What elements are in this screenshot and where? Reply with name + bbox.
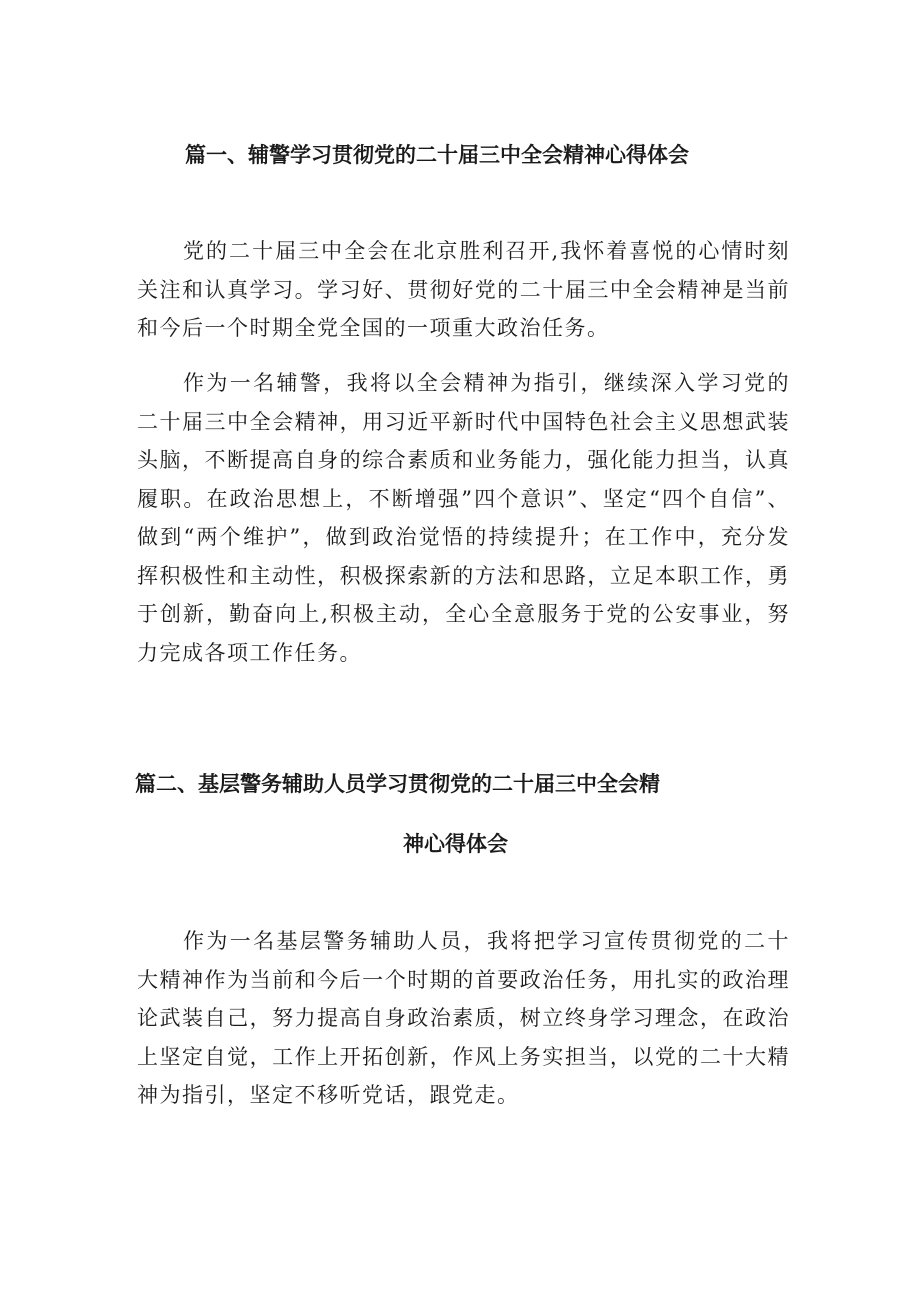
article-1-paragraph-2: 作为一名辅警，我将以全会精神为指引，继续深入学习党的二十届三中全会精神，用习近平新时代中国特色社会主义思想武装头脑，不断提高自身的综合素质和业务能力，强化能力担当，认真履职。在政治思想上，不断增强”四个意识”、坚定“四个自信”、做到“两个维护”，做到政治觉悟的持续提升；在工作中，充分发挥积极性和主动性，积极探索新的方法和思路，立足本职工作，勇于创新，勤奋向上,积极主动，全心全意服务于党的公安事业，努力完成各项工作任务。	[137, 371, 790, 665]
article-2-title-line-2: 神心得体会	[403, 832, 508, 856]
article-1-title: 篇一、辅警学习贯彻党的二十届三中全会精神心得体会	[185, 143, 689, 167]
article-2-title-line-1: 篇二、基层警务辅助人员学习贯彻党的二十届三中全会精	[135, 772, 660, 796]
article-2-paragraph-1: 作为一名基层警务辅助人员，我将把学习宣传贯彻党的二十大精神作为当前和今后一个时期的首要政治任务，用扎实的政治理论武装自己，努力提高自身政治素质，树立终身学习理念，在政治上坚定自觉，工作上开拓创新，作风上务实担当，以党的二十大精神为指引，坚定不移听党话，跟党走。	[137, 929, 790, 1107]
article-1-paragraph-1: 党的二十届三中全会在北京胜利召开,我怀着喜悦的心情时刻关注和认真学习。学习好、贯彻好党的二十届三中全会精神是当前和今后一个时期全党全国的一项重大政治任务。	[137, 239, 790, 340]
